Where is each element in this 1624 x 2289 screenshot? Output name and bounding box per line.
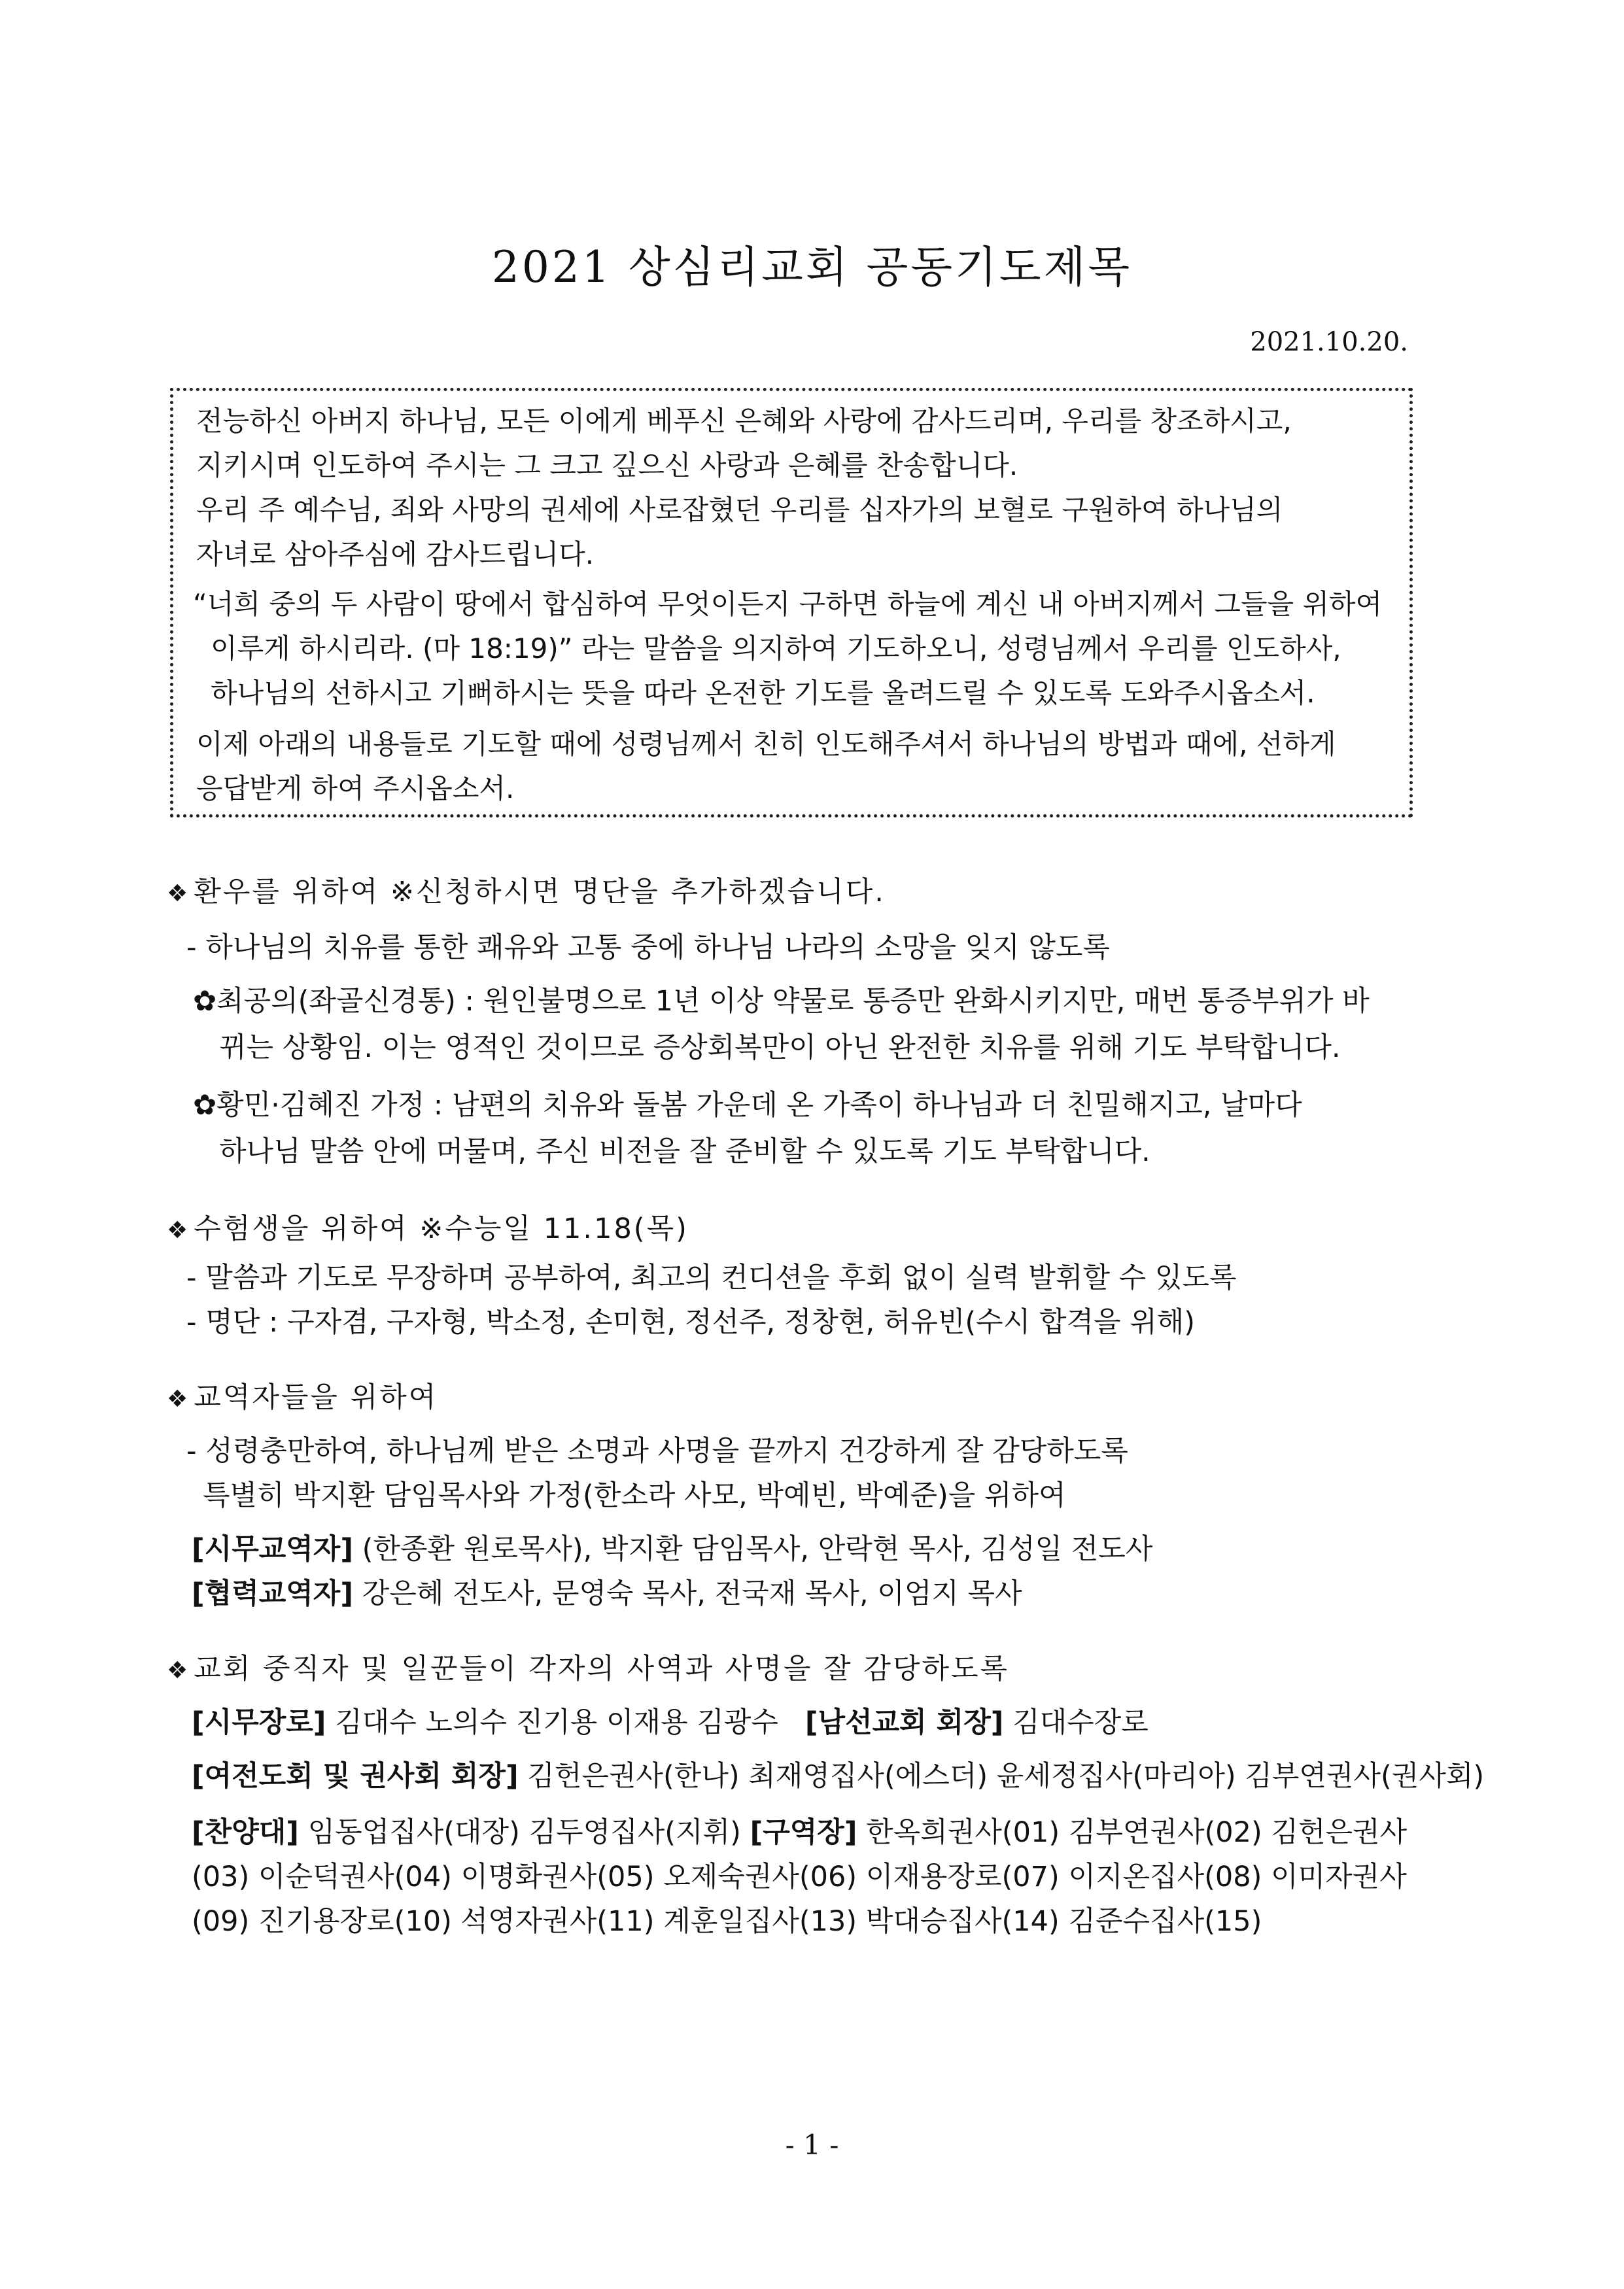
intro-line-2: 지키시며 인도하여 주시는 그 크고 깊으신 사랑과 은혜를 찬송합니다. bbox=[196, 449, 1018, 481]
district-leaders-line-3: (09) 진기용장로(10) 석영자권사(11) 계훈일집사(13) 박대승집사(14) 김준수집사(15) bbox=[192, 1905, 1262, 1938]
students-item-1: - 말씀과 기도로 무장하며 공부하여, 최고의 컨디션을 후회 없이 실력 발휘할 수 있도록 bbox=[186, 1262, 1237, 1294]
elders-label: [시무장로] bbox=[192, 1706, 326, 1739]
intro-line-4: 자녀로 삼아주심에 감사드립니다. bbox=[196, 538, 595, 570]
intro-closing-line-1: 이제 아래의 내용들로 기도할 때에 성령님께서 친히 인도해주셔서 하나님의 방법과 때에, 선하게 bbox=[196, 728, 1336, 760]
serving-ministers-label: [시무교역자] bbox=[192, 1533, 353, 1566]
dash-bullet: - bbox=[186, 1262, 206, 1294]
serving-ministers-names: (한종환 원로목사), 박지환 담임목사, 안락현 목사, 김성일 전도사 bbox=[362, 1533, 1153, 1566]
district-leaders-line-2: (03) 이순덕권사(04) 이명화권사(05) 오제숙권사(06) 이재용장로(07) 이지온집사(08) 이미자권사 bbox=[192, 1861, 1407, 1893]
patients-case-2-line-1: ✿황민·김혜진 가정 : 남편의 치유와 돌봄 가운데 온 가족이 하나님과 더 친밀해지고, 날마다 bbox=[193, 1089, 1302, 1122]
women-mission-names: 김헌은권사(한나) 최재영집사(에스더) 윤세정집사(마리아) 김부연권사(권사회) bbox=[527, 1760, 1485, 1793]
officers-choir-line bbox=[192, 1810, 1407, 1850]
flower-icon: ✿ bbox=[193, 985, 217, 1018]
men-mission-label: [남선교회 회장] bbox=[804, 1706, 1004, 1739]
district-leaders-line-1: 한옥희권사(01) 김부연권사(02) 김헌은권사 bbox=[866, 1816, 1408, 1849]
diamond-cluster-icon: ❖ bbox=[167, 880, 190, 907]
patients-case-1-line-1: ✿최공의(좌골신경통) : 원인불명으로 1년 이상 약물로 통증만 완화시키지만, 매번 통증부위가 바 bbox=[193, 985, 1370, 1018]
intro-line-3: 우리 주 예수님, 죄와 사망의 권세에 사로잡혔던 우리를 십자가의 보혈로 구원하여 하나님의 bbox=[196, 494, 1283, 526]
dash-bullet: - bbox=[186, 1435, 206, 1468]
intro-closing-line-2: 응답받게 하여 주시옵소서. bbox=[196, 772, 515, 804]
choir-label: [찬양대] bbox=[192, 1816, 299, 1849]
page-number: - 1 - bbox=[785, 2129, 839, 2161]
coop-ministers bbox=[192, 1572, 1022, 1611]
diamond-cluster-icon: ❖ bbox=[167, 1386, 190, 1413]
officers-women-line bbox=[192, 1754, 1484, 1794]
page-title: 2021 상심리교회 공동기도제목 bbox=[491, 242, 1133, 292]
dash-bullet: - bbox=[186, 1306, 206, 1339]
diamond-cluster-icon: ❖ bbox=[167, 1217, 190, 1244]
officers-elders-line bbox=[192, 1700, 1149, 1740]
section-heading-officers: ❖ 교회 중직자 및 일꾼들이 각자의 사역과 사명을 잘 감당하도록 bbox=[167, 1653, 1010, 1685]
ministers-item-1-line-2: 특별히 박지환 담임목사와 가정(한소라 사모, 박예빈, 박예준)을 위하여 bbox=[203, 1479, 1066, 1512]
serving-ministers bbox=[192, 1527, 1152, 1567]
intro-quote-line-1: “너희 중의 두 사람이 땅에서 합심하여 무엇이든지 구하면 하늘에 계신 내 아버지께서 그들을 위하여 bbox=[193, 588, 1383, 620]
intro-line-1: 전능하신 아버지 하나님, 모든 이에게 베푸신 은혜와 사랑에 감사드리며, 우리를 창조하시고, bbox=[196, 405, 1292, 437]
dash-bullet: - bbox=[186, 931, 206, 964]
intro-quote-line-2: 이루게 하시리라. (마 18:19)” 라는 말씀을 의지하여 기도하오니, 성령님께서 우리를 인도하사, bbox=[211, 632, 1341, 664]
patients-case-1-line-2: 뀌는 상황임. 이는 영적인 것이므로 증상회복만이 아닌 완전한 치유를 위해 기도 부탁합니다. bbox=[219, 1031, 1341, 1064]
patients-case-2-line-2: 하나님 말씀 안에 머물며, 주신 비전을 잘 준비할 수 있도록 기도 부탁합니다. bbox=[219, 1135, 1150, 1168]
men-mission-names: 김대수장로 bbox=[1012, 1706, 1149, 1739]
section-heading-students: ❖ 수험생을 위하여 ※수능일 11.18(목) bbox=[167, 1213, 689, 1245]
district-leaders-label: [구역장] bbox=[750, 1816, 857, 1849]
section-heading-ministers: ❖ 교역자들을 위하여 bbox=[167, 1381, 438, 1414]
choir-names: 임동업집사(대장) 김두영집사(지휘) bbox=[307, 1816, 741, 1849]
students-item-2: - 명단 : 구자겸, 구자형, 박소정, 손미현, 정선주, 정창현, 허유빈(수시 합격을 위해) bbox=[186, 1306, 1196, 1339]
coop-ministers-label: [협력교역자] bbox=[192, 1577, 353, 1610]
ministers-item-1-line-1: - 성령충만하여, 하나님께 받은 소명과 사명을 끝까지 건강하게 잘 감당하도록 bbox=[186, 1435, 1128, 1468]
elders-names: 김대수 노의수 진기용 이재용 김광수 bbox=[335, 1706, 778, 1739]
flower-icon: ✿ bbox=[193, 1089, 217, 1122]
section-heading-patients: ❖ 환우를 위하여 ※신청하시면 명단을 추가하겠습니다. bbox=[167, 876, 886, 908]
intro-quote-line-3: 하나님의 선하시고 기뻐하시는 뜻을 따라 온전한 기도를 올려드릴 수 있도록 도와주시옵소서. bbox=[211, 677, 1315, 709]
patients-item-1: - 하나님의 치유를 통한 쾌유와 고통 중에 하나님 나라의 소망을 잊지 않도록 bbox=[186, 931, 1111, 964]
diamond-cluster-icon: ❖ bbox=[167, 1657, 190, 1684]
document-date: 2021.10.20. bbox=[1250, 327, 1408, 357]
women-mission-label: [여전도회 및 권사회 회장] bbox=[192, 1760, 519, 1793]
coop-ministers-names: 강은혜 전도사, 문영숙 목사, 전국재 목사, 이엄지 목사 bbox=[362, 1577, 1022, 1610]
